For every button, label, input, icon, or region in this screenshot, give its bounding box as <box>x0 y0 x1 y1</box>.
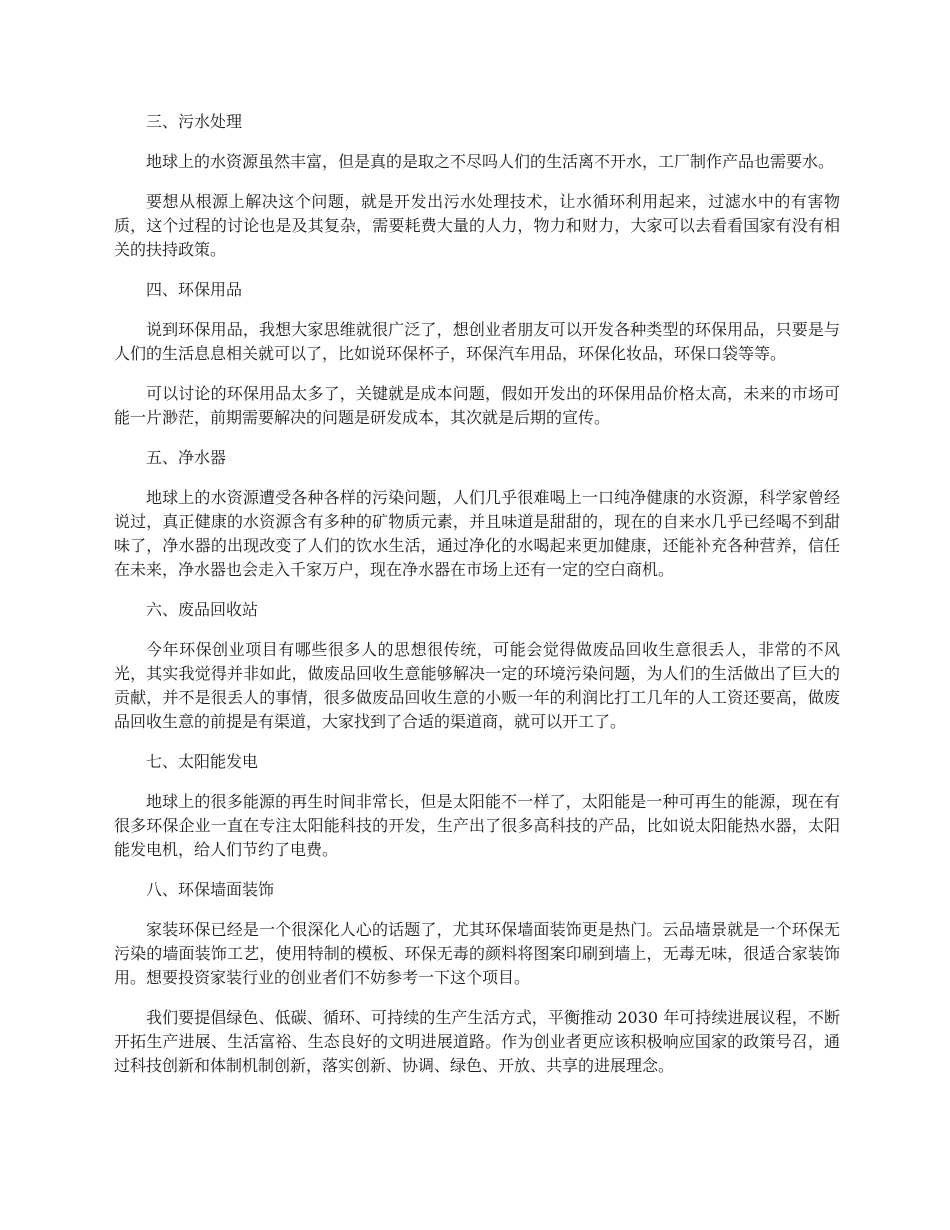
paragraph: 地球上的很多能源的再生时间非常长，但是太阳能不一样了，太阳能是一种可再生的能源，现在有很多环保企业一直在专注太阳能科技的开发，生产出了很多高科技的产品，比如说太阳能热水器，太阳能发电机，给人们节约了电费。 <box>114 792 840 859</box>
section-heading-wastewater: 三、污水处理 <box>146 112 243 131</box>
paragraph: 家装环保已经是一个很深化人心的话题了，尤其环保墙面装饰更是热门。云品墙景就是一个环保无污染的墙面装饰工艺，使用特制的模板、环保无毒的颜料将图案印刷到墙上，无毒无味，很适合家装饰用。想要投资家装行业的创业者们不妨参考一下这个项目。 <box>114 920 840 987</box>
paragraph: 我们要提倡绿色、低碳、循环、可持续的生产生活方式，平衡推动 2030 年可持续进展议程，不断开拓生产进展、生活富裕、生态良好的文明进展道路。作为创业者更应该积极响应国家的政策号召，通过科技创新和体制机制创新，落实创新、协调、绿色、开放、共享的进展理念。 <box>114 1008 840 1075</box>
section-heading-water-purifier: 五、净水器 <box>146 448 227 467</box>
section-heading-eco-products: 四、环保用品 <box>146 280 243 299</box>
paragraph: 要想从根源上解决这个问题，就是开发出污水处理技术，让水循环利用起来，过滤水中的有害物质，这个过程的讨论也是及其复杂，需要耗费大量的人力，物力和财力，大家可以去看看国家有没有相关的扶持政策。 <box>114 192 840 259</box>
paragraph: 地球上的水资源虽然丰富，但是真的是取之不尽吗人们的生活离不开水，工厂制作产品也需要水。 <box>146 152 835 171</box>
paragraph: 说到环保用品，我想大家思维就很广泛了，想创业者朋友可以开发各种类型的环保用品，只要是与人们的生活息息相关就可以了，比如说环保杯子，环保汽车用品，环保化妆品，环保口袋等等。 <box>114 320 840 363</box>
paragraph: 可以讨论的环保用品太多了，关键就是成本问题，假如开发出的环保用品价格太高，未来的市场可能一片渺茫，前期需要解决的问题是研发成本，其次就是后期的宣传。 <box>114 384 840 427</box>
section-heading-solar-power: 七、太阳能发电 <box>146 752 259 771</box>
paragraph: 地球上的水资源遭受各种各样的污染问题，人们几乎很难喝上一口纯净健康的水资源，科学家曾经说过，真正健康的水资源含有多种的矿物质元素，并且味道是甜甜的，现在的自来水几乎已经喝不到甜味了，净水器的出现改变了人们的饮水生活，通过净化的水喝起来更加健康，还能补充各种营养，信任在未来，净水器也会走入千家万户，现在净水器在市场上还有一定的空白商机。 <box>114 488 840 579</box>
section-heading-recycling-station: 六、废品回收站 <box>146 600 259 619</box>
document-body <box>114 110 840 1094</box>
section-heading-wall-decoration: 八、环保墙面装饰 <box>146 880 275 899</box>
paragraph: 今年环保创业项目有哪些很多人的思想很传统，可能会觉得做废品回收生意很丢人，非常的不风光，其实我觉得并非如此，做废品回收生意能够解决一定的环境污染问题，为人们的生活做出了巨大的贡献，并不是很丢人的事情，很多做废品回收生意的小贩一年的利润比打工几年的人工资还要高，做废品回收生意的前提是有渠道，大家找到了合适的渠道商，就可以开工了。 <box>114 640 840 731</box>
